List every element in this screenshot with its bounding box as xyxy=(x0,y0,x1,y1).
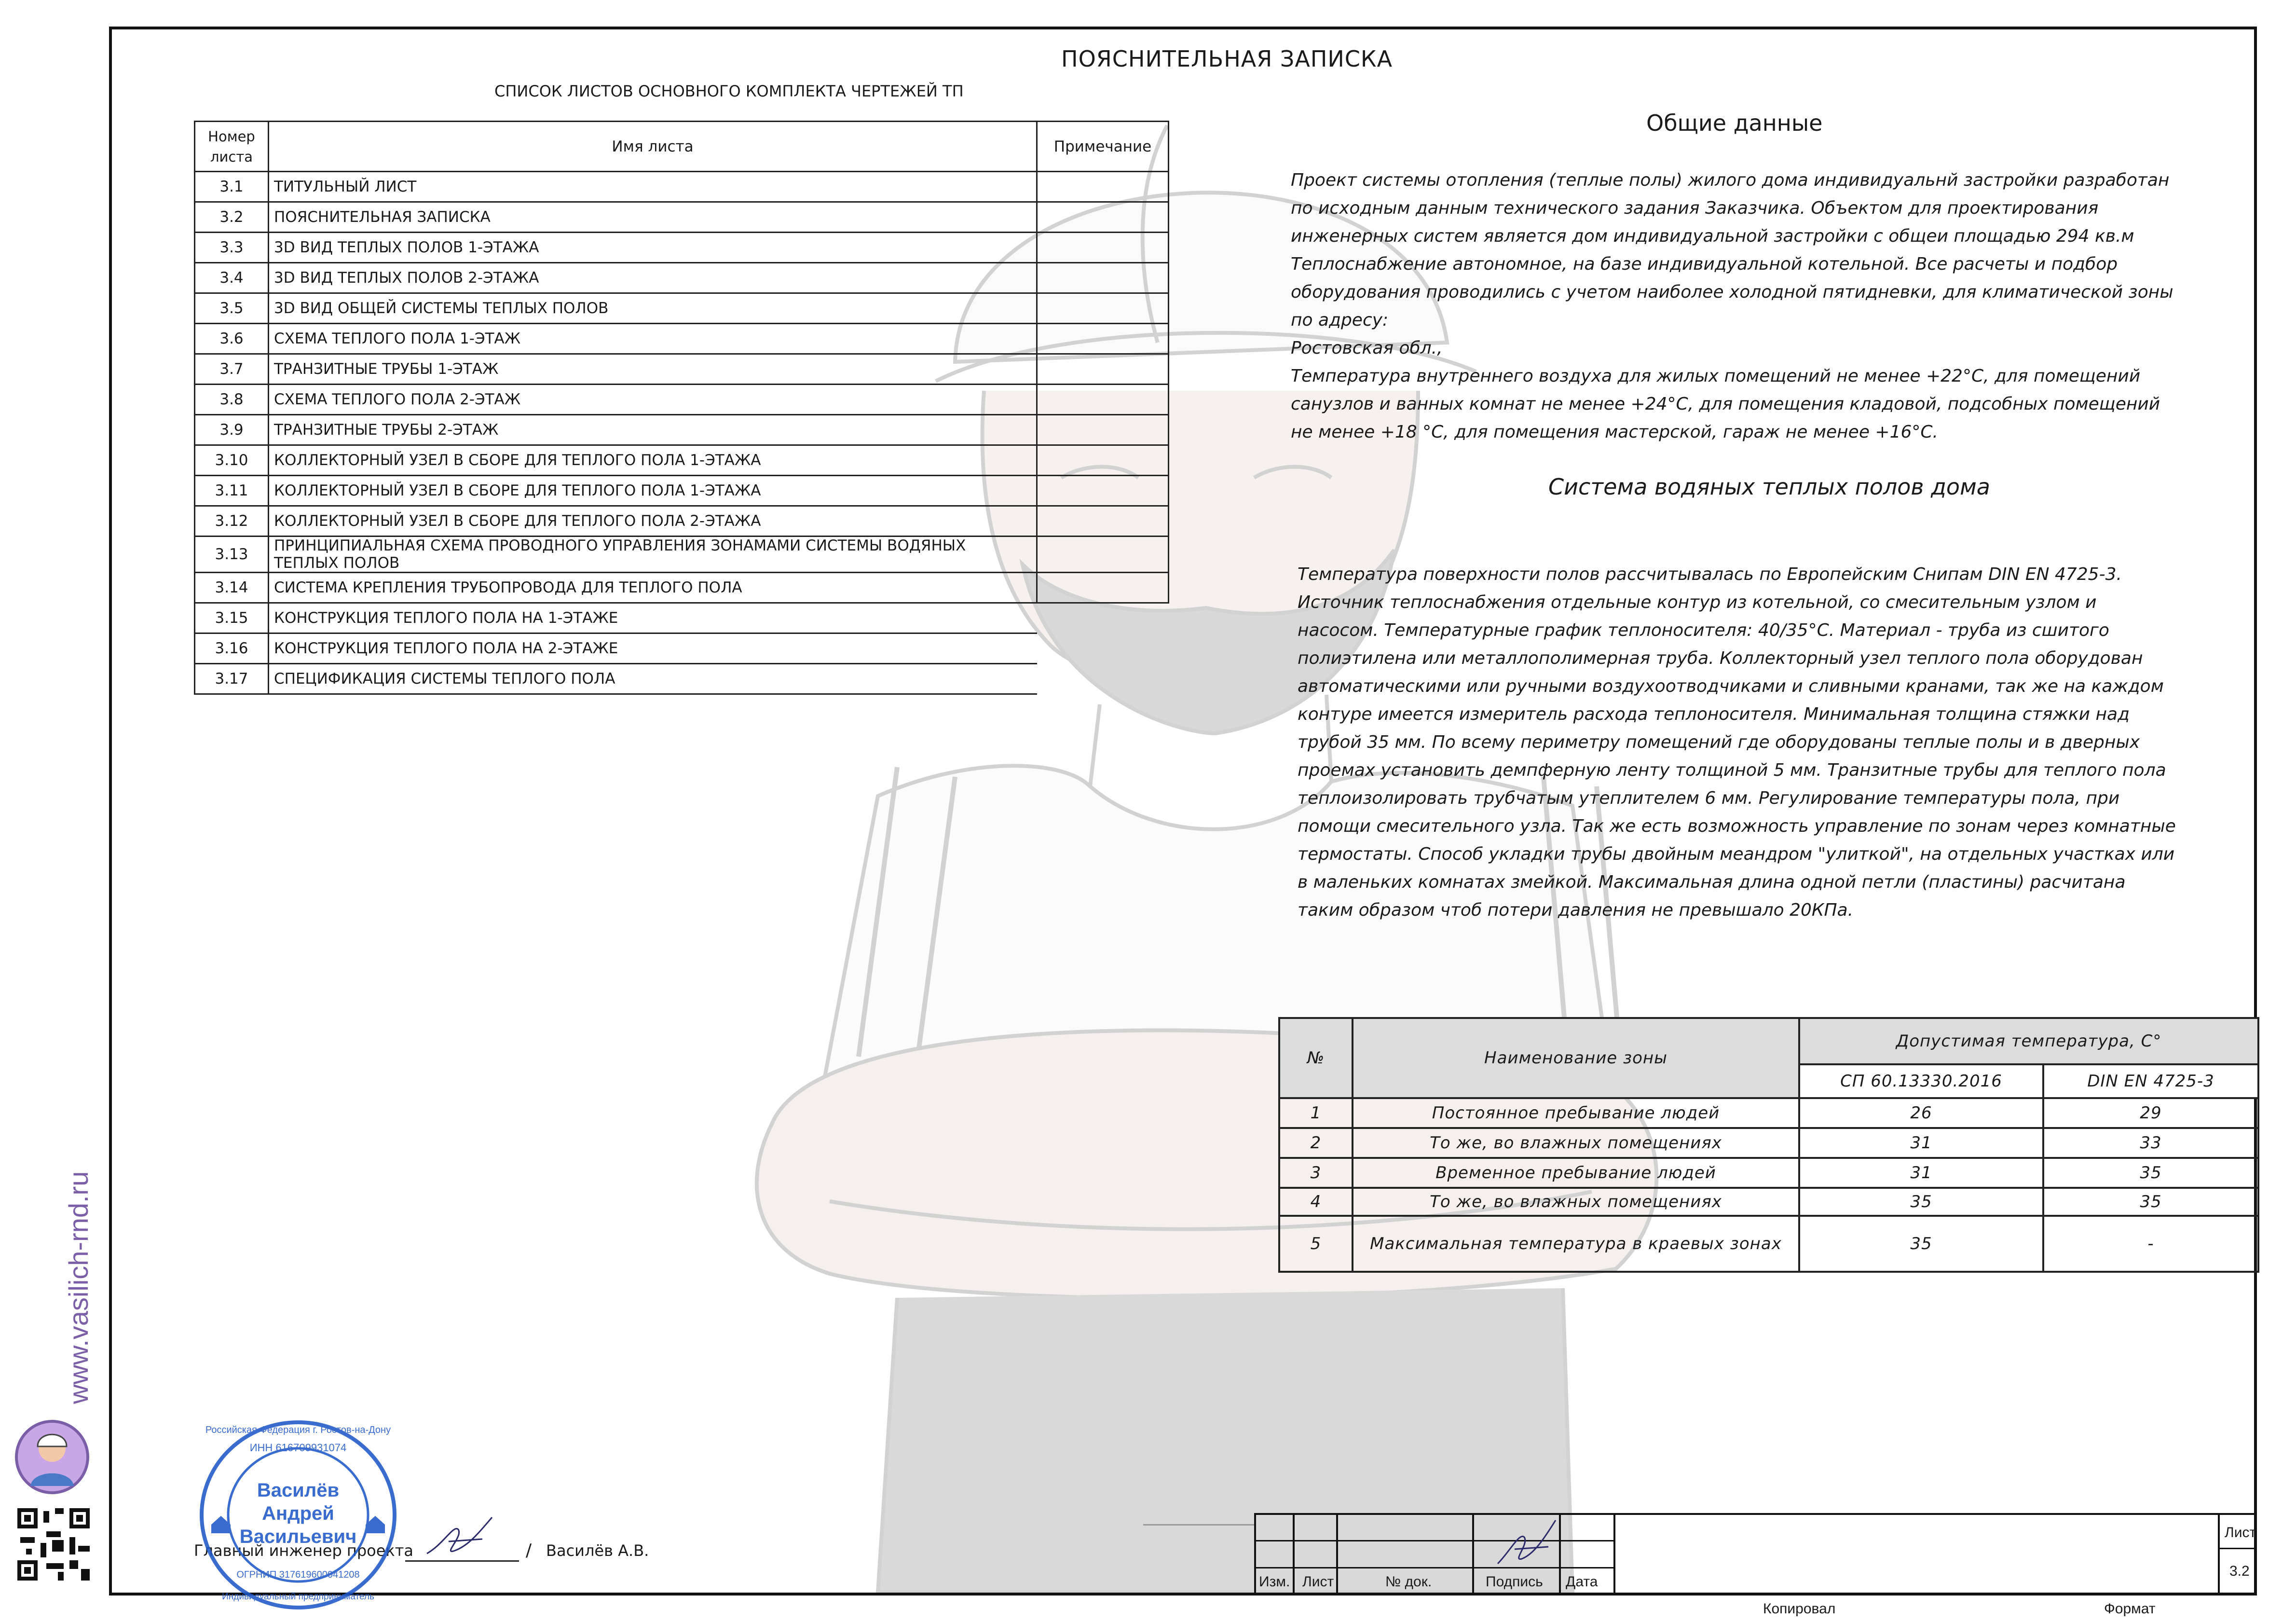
sheet-note xyxy=(1037,445,1169,476)
temp-sp-value: 35 xyxy=(1799,1216,2043,1272)
sheet-number: 3.12 xyxy=(195,506,269,536)
temp-sp-value: 35 xyxy=(1799,1188,2043,1216)
temperature-row xyxy=(1279,1216,2258,1272)
sheet-row xyxy=(195,633,1169,664)
temperature-table xyxy=(1278,1017,2259,1273)
sheet-number: 3.1 xyxy=(195,172,269,202)
stamp-name-1: Василёв xyxy=(257,1480,340,1501)
sheet-name: 3D ВИД ОБЩЕЙ СИСТЕМЫ ТЕПЛЫХ ПОЛОВ xyxy=(269,293,1037,324)
sheet-note xyxy=(1037,385,1169,415)
general-paragraph-2: Теплоснабжение автономное, на базе индивидуальной котельной. Все расчеты и подбор оборудования проводились с учетом наиболее холодной пятидневки, для климатической зоны по адресу: xyxy=(1291,254,2173,330)
engineer-signature xyxy=(424,1515,497,1561)
sheet-row xyxy=(195,233,1169,263)
avatar-logo xyxy=(14,1418,91,1496)
general-paragraph-3: Ростовская обл., xyxy=(1291,338,1443,358)
stamp-inn: ИНН 616709931074 xyxy=(249,1442,347,1454)
sheet-number: 3.3 xyxy=(195,233,269,263)
sheet-row xyxy=(195,536,1169,573)
sheet-list-table xyxy=(194,121,1169,695)
title-block-signature xyxy=(1495,1518,1558,1568)
qr-code xyxy=(17,1508,90,1581)
stamp-name-2: Андрей xyxy=(262,1503,334,1524)
tb-list-label: Лист xyxy=(1302,1574,1334,1590)
general-heading: Общие данные xyxy=(1646,110,1823,136)
sheet-number: 3.16 xyxy=(195,633,269,664)
sheet-note xyxy=(1037,506,1169,536)
temp-din-value: 33 xyxy=(2043,1128,2258,1158)
tb-sheet-label: Лист xyxy=(2225,1525,2256,1540)
tb-doc-label: № док. xyxy=(1385,1574,1432,1590)
header-temp-no: № xyxy=(1279,1018,1353,1098)
stamp-ogrnip: ОГРНИП 317619600041208 xyxy=(236,1569,360,1580)
sheet-name: КОЛЛЕКТОРНЫЙ УЗЕЛ В СБОРЕ ДЛЯ ТЕПЛОГО ПОЛА 1-ЭТАЖА xyxy=(269,476,1037,506)
temp-zone-name: Временное пребывание людей xyxy=(1353,1158,1799,1188)
document-title: ПОЯСНИТЕЛЬНАЯ ЗАПИСКА xyxy=(1061,46,1393,72)
sheet-name: ПОЯСНИТЕЛЬНАЯ ЗАПИСКА xyxy=(269,202,1037,233)
temp-row-number: 1 xyxy=(1279,1098,1353,1128)
header-sheet-name: Имя листа xyxy=(269,122,1037,172)
sheet-note xyxy=(1037,233,1169,263)
tb-sheet-number: 3.2 xyxy=(2229,1563,2250,1579)
temp-zone-name: То же, во влажных помещениях xyxy=(1353,1188,1799,1216)
temp-row-number: 2 xyxy=(1279,1128,1353,1158)
sheet-name: ПРИНЦИПИАЛЬНАЯ СХЕМА ПРОВОДНОГО УПРАВЛЕНИЯ ЗОНАМАМИ СИСТЕМЫ ВОДЯНЫХ ТЕПЛЫХ ПОЛОВ xyxy=(269,536,1037,573)
header-sheet-note: Примечание xyxy=(1037,122,1169,172)
header-sp-standard: СП 60.13330.2016 xyxy=(1799,1064,2043,1098)
temp-zone-name: То же, во влажных помещениях xyxy=(1353,1128,1799,1158)
sheet-name: 3D ВИД ТЕПЛЫХ ПОЛОВ 1-ЭТАЖА xyxy=(269,233,1037,263)
sheet-row xyxy=(195,445,1169,476)
temp-din-value: 35 xyxy=(2043,1188,2258,1216)
temp-din-value: 29 xyxy=(2043,1098,2258,1128)
sheet-note xyxy=(1037,172,1169,202)
sheet-row xyxy=(195,476,1169,506)
sheet-row xyxy=(195,415,1169,445)
sheet-row xyxy=(195,263,1169,293)
temp-zone-name: Постоянное пребывание людей xyxy=(1353,1098,1799,1128)
sheet-note xyxy=(1037,354,1169,385)
sheet-note xyxy=(1037,536,1169,573)
temp-row-number: 3 xyxy=(1279,1158,1353,1188)
sheet-number: 3.7 xyxy=(195,354,269,385)
sheet-name: ТРАНЗИТНЫЕ ТРУБЫ 1-ЭТАЖ xyxy=(269,354,1037,385)
sheet-number: 3.4 xyxy=(195,263,269,293)
sheet-row xyxy=(195,324,1169,354)
tb-date-label: Дата xyxy=(1566,1574,1598,1590)
stamp-bottom-text: Индивидуальный предприниматель xyxy=(222,1592,374,1602)
temp-zone-name: Максимальная температура в краевых зонах xyxy=(1353,1216,1799,1272)
temperature-row xyxy=(1279,1128,2258,1158)
temperature-row xyxy=(1279,1098,2258,1128)
sheet-number: 3.6 xyxy=(195,324,269,354)
sheet-name: КОЛЛЕКТОРНЫЙ УЗЕЛ В СБОРЕ ДЛЯ ТЕПЛОГО ПОЛА 2-ЭТАЖА xyxy=(269,506,1037,536)
general-paragraph-1: Проект системы отопления (теплые полы) жилого дома индивидуальнй застройки разработан по исходным данным технического задания Заказчика. Объектом для проектирования инженерных систем является дом индивидуальной застройки с общеи площадью 294 кв.м xyxy=(1291,170,2170,246)
temp-din-value: - xyxy=(2043,1216,2258,1272)
temperature-row xyxy=(1279,1158,2258,1188)
sheet-row xyxy=(195,664,1169,694)
header-allowed-temperature: Допустимая температура, С° xyxy=(1799,1018,2258,1064)
sheet-note xyxy=(1037,263,1169,293)
sheet-row xyxy=(195,354,1169,385)
sheet-note xyxy=(1037,293,1169,324)
sheet-number: 3.9 xyxy=(195,415,269,445)
general-text xyxy=(1291,166,2183,446)
header-zone-name: Наименование зоны xyxy=(1353,1018,1799,1098)
chief-engineer-label: Главный инженер проекта xyxy=(194,1541,413,1560)
sheet-name: СХЕМА ТЕПЛОГО ПОЛА 1-ЭТАЖ xyxy=(269,324,1037,354)
sheet-row xyxy=(195,172,1169,202)
sheet-number: 3.8 xyxy=(195,385,269,415)
copied-label: Копировал xyxy=(1763,1601,1836,1617)
sheet-number: 3.14 xyxy=(195,573,269,603)
stamp-ring-text: Российская Федерация г. Ростов-на-Дону xyxy=(205,1425,391,1435)
sheet-row xyxy=(195,202,1169,233)
stamp-name-3: Васильевич xyxy=(239,1526,357,1547)
sheet-note xyxy=(1037,476,1169,506)
sheet-note xyxy=(1037,324,1169,354)
sheet-number: 3.10 xyxy=(195,445,269,476)
sheet-number: 3.17 xyxy=(195,664,269,694)
sheet-note xyxy=(1037,415,1169,445)
sheet-name: СПЕЦИФИКАЦИЯ СИСТЕМЫ ТЕПЛОГО ПОЛА xyxy=(269,664,1037,694)
system-heading: Система водяных теплых полов дома xyxy=(1548,474,1990,500)
website-link[interactable]: www.vasilich-rnd.ru xyxy=(63,1171,94,1404)
sheet-number: 3.15 xyxy=(195,603,269,633)
signature-separator: / xyxy=(526,1540,532,1560)
temperature-row xyxy=(1279,1188,2258,1216)
sheet-number: 3.2 xyxy=(195,202,269,233)
temp-sp-value: 26 xyxy=(1799,1098,2043,1128)
sheet-number: 3.11 xyxy=(195,476,269,506)
sheet-row xyxy=(195,385,1169,415)
sheet-row xyxy=(195,573,1169,603)
sheet-name: КОЛЛЕКТОРНЫЙ УЗЕЛ В СБОРЕ ДЛЯ ТЕПЛОГО ПОЛА 1-ЭТАЖА xyxy=(269,445,1037,476)
company-stamp xyxy=(192,1414,404,1616)
sheet-name: 3D ВИД ТЕПЛЫХ ПОЛОВ 2-ЭТАЖА xyxy=(269,263,1037,293)
temp-row-number: 4 xyxy=(1279,1188,1353,1216)
tb-izm-label: Изм. xyxy=(1259,1574,1290,1590)
sheet-name: ТИТУЛЬНЫЙ ЛИСТ xyxy=(269,172,1037,202)
general-paragraph-4: Температура внутреннего воздуха для жилых помещений не менее +22°С, для помещений санузлов и ванных комнат не менее +24°С, для помещения кладовой, подсобных помещений не менее +18 °С, для помещения мастерской, гараж не менее +16°С. xyxy=(1291,366,2160,442)
sheet-note xyxy=(1037,202,1169,233)
sheet-number: 3.5 xyxy=(195,293,269,324)
sheet-row xyxy=(195,603,1169,633)
tb-sign-label: Подпись xyxy=(1486,1574,1543,1590)
temp-din-value: 35 xyxy=(2043,1158,2258,1188)
sheet-name: СИСТЕМА КРЕПЛЕНИЯ ТРУБОПРОВОДА ДЛЯ ТЕПЛОГО ПОЛА xyxy=(269,573,1037,603)
sheet-name: КОНСТРУКЦИЯ ТЕПЛОГО ПОЛА НА 2-ЭТАЖЕ xyxy=(269,633,1037,664)
header-sheet-number: Номер листа xyxy=(195,122,269,172)
sheet-number: 3.13 xyxy=(195,536,269,573)
system-text: Температура поверхности полов рассчитывалась по Европейским Снипам DIN EN 4725-3. Источник теплоснабжения отдельные контур из котельной, со смесительным узлом и насосом. Температурные график теплоносителя: 40/35°С. Материал - труба из сшитого полиэтилена или металлополимерная труба. Коллекторный узел теплого пола оборудован автоматическими или ручными воздухоотводчиками и сливными кранами, так же на каждом контуре имеется измеритель расхода теплоносителя. Минимальная толщина стяжки над трубой 35 мм. По всему периметру помещений где оборудованы теплые полы и в дверных проемах установить демпферную ленту толщиной 5 мм. Транзитные трубы для теплого пола теплоизолировать трубчатым утеплителем 6 мм. Регулирование температуры пола, при помощи смесительного узла. Так же есть возможность управление по зонам через комнатные термостаты. Способ укладки трубы двойным меандром "улиткой", на отдельных участках или в маленьких комнатах змейкой. Максимальная длина одной петли (пластины) расчитана таким образом чтоб потери давления не превышало 20КПа. xyxy=(1298,564,2176,920)
sheet-row xyxy=(195,506,1169,536)
sheet-row xyxy=(195,293,1169,324)
sheet-name: СХЕМА ТЕПЛОГО ПОЛА 2-ЭТАЖ xyxy=(269,385,1037,415)
temp-sp-value: 31 xyxy=(1799,1158,2043,1188)
engineer-name: Василёв А.В. xyxy=(546,1541,649,1560)
sheet-name: ТРАНЗИТНЫЕ ТРУБЫ 2-ЭТАЖ xyxy=(269,415,1037,445)
temp-row-number: 5 xyxy=(1279,1216,1353,1272)
sheet-name: КОНСТРУКЦИЯ ТЕПЛОГО ПОЛА НА 1-ЭТАЖЕ xyxy=(269,603,1037,633)
sheet-note xyxy=(1037,573,1169,603)
temp-sp-value: 31 xyxy=(1799,1128,2043,1158)
header-din-standard: DIN EN 4725-3 xyxy=(2043,1064,2258,1098)
format-label: Формат xyxy=(2104,1601,2156,1617)
sheet-list-title: СПИСОК ЛИСТОВ ОСНОВНОГО КОМПЛЕКТА ЧЕРТЕЖЕЙ ТП xyxy=(494,82,964,100)
